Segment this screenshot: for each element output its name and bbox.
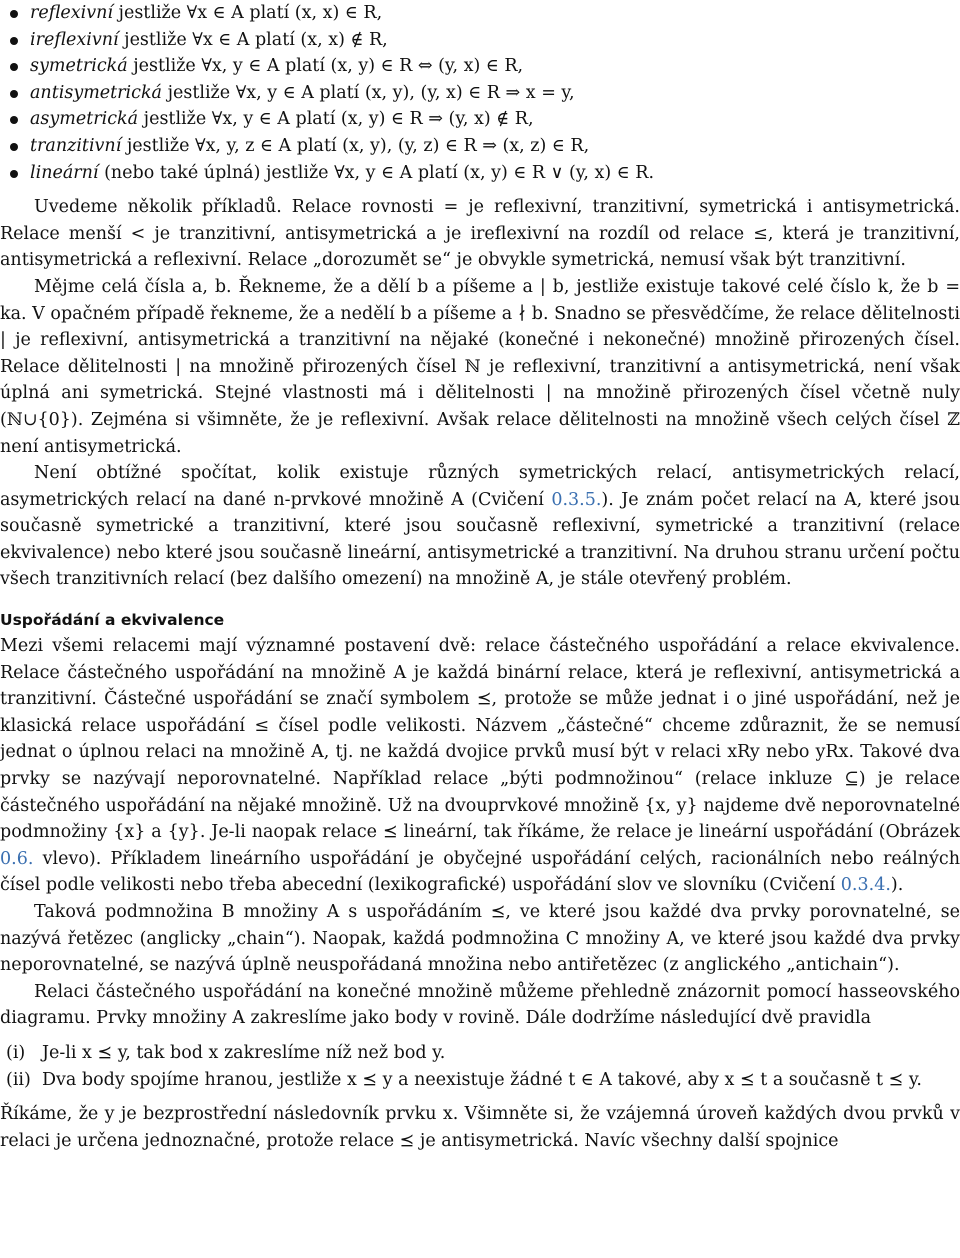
property-term: antisymetrická	[30, 82, 162, 103]
list-item	[4, 0, 960, 27]
paragraph-divisibility: Mějme celá čísla a, b. Řekneme, že a dělí b a píšeme a | b, jestliže existuje takové celé číslo k, že b = ka. V opačném případě řekneme, že a nedělí b a píšeme a ∤ b. Snadno se přesvědčíme, že relace dělitelnosti | je reflexivní, antisymetrická a tranzitivní na nějaké (konečné i nekonečné) množině přirozených čísel. Relace dělitelnosti | na množině přirozených čísel ℕ je reflexivní, tranzitivní a antisymetrická, není však úplná ani symetrická. Stejné vlastnosti má i dělitelnosti | na množině přirozených čísel včetně nuly (ℕ∪{0}). Zejména si všimněte, že je reflexivní. Avšak relace dělitelnosti na množině všech celých čísel ℤ není antisymetrická.	[0, 276, 960, 457]
text-run: ).	[890, 875, 904, 896]
paragraph-successor: Říkáme, že y je bezprostřední následovník prvku x. Všimněte si, že vzájemná úroveň každých dvou prvků v relaci je určena jednoznačné, protože relace ⪯ je antisymetrická. Navíc všechny další spojnice	[0, 1104, 960, 1151]
property-term: lineární	[30, 162, 99, 183]
rule-number: (i)	[6, 1042, 26, 1063]
paragraph-hasse: Relaci částečného uspořádání na konečné množině můžeme přehledně znázornit pomocí hasseovského diagramu. Prvky množiny A zakreslíme jako body v rovině. Dále dodržíme následující dvě pravidla	[0, 981, 960, 1029]
list-item	[4, 27, 960, 54]
property-term: ireflexivní	[30, 29, 119, 50]
rule-text: Dva body spojíme hranou, jestliže x ⪯ y a neexistuje žádné t ∈ A takové, aby x ⪯ t a současně t ⪯ y.	[42, 1069, 922, 1090]
property-definition: jestliže ∀x, y ∈ A platí (x, y), (y, x) ∈ R ⇒ x = y,	[162, 82, 575, 103]
list-item	[4, 106, 960, 133]
text-run: vlevo). Příkladem lineárního uspořádání je obyčejné uspořádání celých, racionálních nebo reálných čísel podle velikosti nebo třeba abecední (lexikografické) uspořádání slov ve slovníku (Cvičení	[0, 848, 960, 896]
exercise-link[interactable]: 0.3.5.	[551, 489, 602, 510]
rule-text: Je-li x ⪯ y, tak bod x zakreslíme níž než bod y.	[42, 1042, 446, 1063]
paragraph-partial-order	[0, 633, 960, 899]
property-definition: jestliže ∀x ∈ A platí (x, x) ∈ R,	[112, 3, 383, 23]
section-heading: Uspořádání a ekvivalence	[0, 611, 225, 630]
list-item	[4, 80, 960, 107]
text-run: Není obtížné spočítat, kolik existuje různých symetrických relací, antisymetrických relací, asymetrických relací na dané n-prvkové množině A (Cvičení	[0, 463, 960, 510]
text-run: ). Je znám počet relací na A, které jsou současně symetrické a tranzitivní, které jsou současně reflexivní, symetrické a tranzitivní (relace ekvivalence) nebo které jsou současně lineární, antisymetrické a tranzitivní. Na druhou stranu určení počtu všech tranzitivních relací (bez dalšího omezení) na množině A, je stále otevřený problém.	[0, 489, 960, 590]
hasse-rules-list	[0, 1040, 960, 1093]
list-item	[4, 160, 960, 187]
text-run: Mezi všemi relacemi mají významné postavení dvě: relace částečného uspořádání a relace ekvivalence. Relace částečného uspořádání na množině A je každá binární relace, která je reflexivní, antisymetrická a tranzitivní. Částečné uspořádání se značí symbolem ⪯, protože se může jednat i o jiné uspořádání, než je klasická relace uspořádání ≤ čísel podle velikosti. Názvem „částečné“ chceme zdůraznit, že se nemusí jednat o úplnou relaci na množině A, tj. ne každá dvojice prvků musí být v relaci xRy nebo yRx. Takové dva prvky se nazývají neporovnatelné. Například relace „býti podmnožinou“ (relace inkluze ⊆) je relace částečného uspořádání na nějaké množině. Už na dvouprvkové množině {x, y} najdeme dvě neporovnatelné podmnožiny {x} a {y}. Je-li naopak relace ⪯ lineární, tak říkáme, že relace je lineární uspořádání (Obrázek	[0, 636, 960, 843]
property-term: symetrická	[30, 56, 128, 77]
list-item	[0, 1040, 960, 1067]
exercise-link[interactable]: 0.3.4.	[840, 875, 891, 896]
property-definition: jestliže ∀x ∈ A platí (x, x) ∉ R,	[118, 29, 388, 50]
property-definition: jestliže ∀x, y ∈ A platí (x, y) ∈ R ⇒ (y, x) ∉ R,	[138, 109, 534, 130]
paragraph-examples: Uvedeme několik příkladů. Relace rovnosti = je reflexivní, tranzitivní, symetrická i antisymetrická. Relace menší < je tranzitivní, antisymetrická a je ireflexivní na rozdíl od relace ≤, která je tranzitivní, antisymetrická a reflexivní. Relace „dorozumět se“ je obvykle symetrická, nemusí však být tranzitivní.	[0, 197, 960, 271]
property-definition: jestliže ∀x, y ∈ A platí (x, y) ∈ R ⇔ (y, x) ∈ R,	[127, 56, 524, 77]
paragraph-counting	[0, 460, 960, 593]
list-item	[4, 133, 960, 160]
list-item	[0, 1067, 960, 1094]
figure-link[interactable]: 0.6.	[0, 848, 34, 869]
property-definition: jestliže ∀x, y, z ∈ A platí (x, y), (y, z) ∈ R ⇒ (x, z) ∈ R,	[121, 135, 590, 156]
property-definition: (nebo také úplná) jestliže ∀x, y ∈ A platí (x, y) ∈ R ∨ (y, x) ∈ R.	[98, 162, 655, 183]
property-term: reflexivní	[30, 3, 113, 23]
property-term: tranzitivní	[30, 135, 122, 156]
property-term: asymetrická	[30, 109, 139, 130]
paragraph-chain: Taková podmnožina B množiny A s uspořádáním ⪯, ve které jsou každé dva prvky porovnatelné, se nazývá řetězec (anglicky „chain“). Naopak, každá podmnožina C množiny A, ve které jsou každé dva prvky neporovnatelné, se nazývá úplně neuspořádaná množina nebo antiřetězec (z anglického „antichain“).	[0, 902, 960, 976]
relation-properties-list	[0, 0, 960, 186]
rule-number: (ii)	[6, 1069, 31, 1090]
list-item	[4, 53, 960, 80]
